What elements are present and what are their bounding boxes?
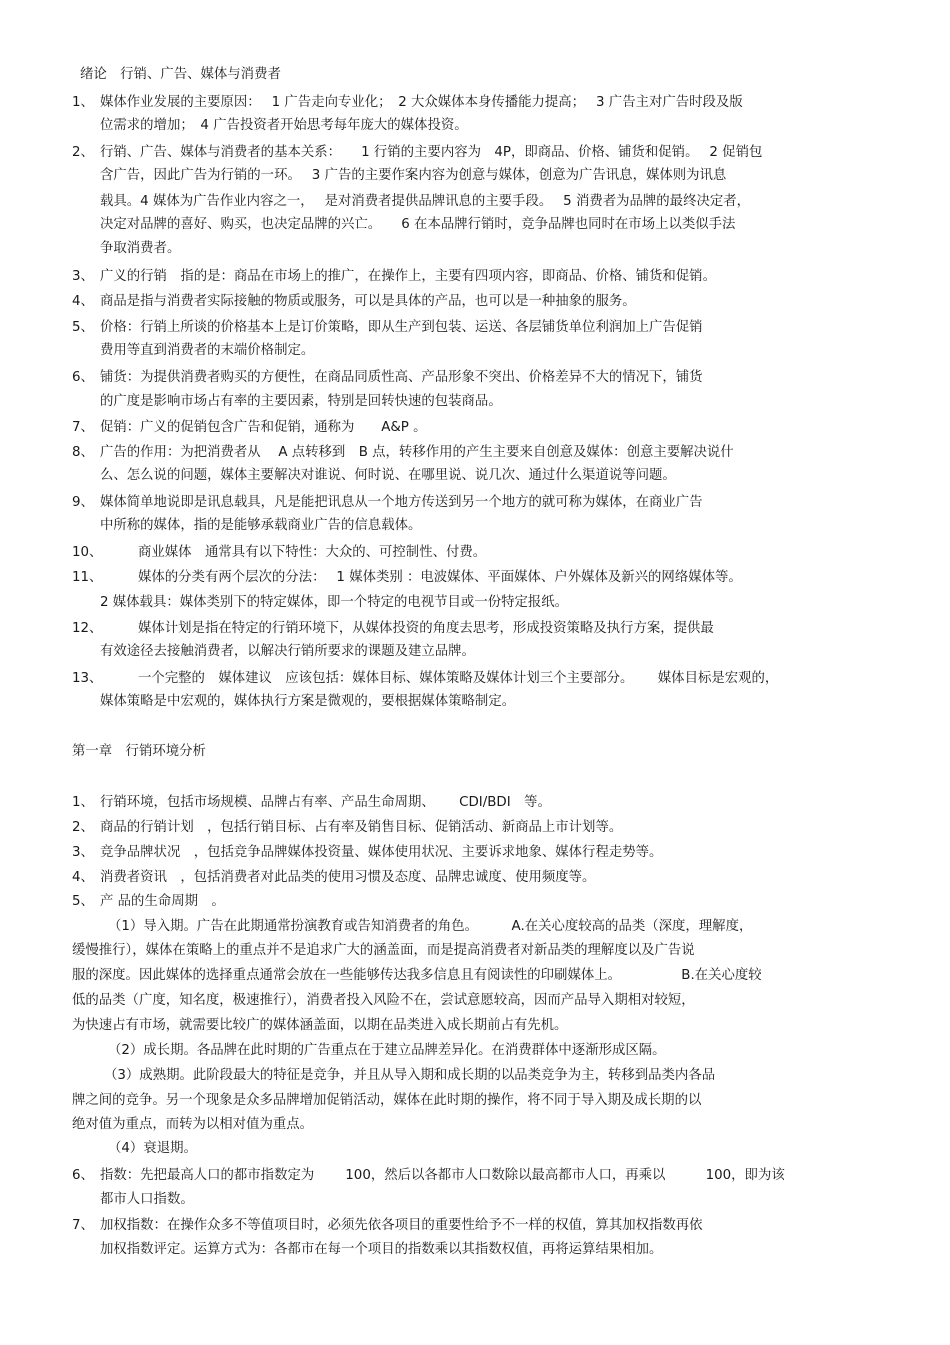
lifecycle-line-3: 服的深度。因此媒体的选择重点通常会放在一些能够传达我多信息且有阅读性的印刷媒体上。 B.在关心度较 [72,968,762,983]
lifecycle-line-6: （2）成长期。各品牌在此时期的广告重点在于建立品牌差异化。在消费群体中逐渐形成区隔。 [108,1043,666,1058]
chapter1-heading: 第一章 行销环境分析 [72,744,206,759]
lifecycle-line-9: 绝对值为重点，而转为以相对值为重点。 [72,1117,314,1132]
chapter1-item-2-number: 2、 [72,820,94,835]
intro-item-11-line-1: 媒体的分类有两个层次的分法： 1 媒体类别 ：电波媒体、平面媒体、户外媒体及新兴的网络媒体等。 [138,570,742,585]
lifecycle-line-8: 牌之间的竞争。另一个现象是众多品牌增加促销活动，媒体在此时期的操作，将不同于导入期及成长期的以 [72,1093,702,1108]
intro-item-13-line-1: 一个完整的 媒体建议 应该包括：媒体目标、媒体策略及媒体计划三个主要部分。 媒体目标是宏观的， [138,671,779,686]
lifecycle-line-4: 低的品类（广度，知名度，极速推行），消费者投入风险不在，尝试意愿较高，因而产品导入期相对较短， [72,993,695,1008]
intro-item-11-number: 11、 [72,570,103,585]
intro-item-7-number: 7、 [72,420,94,435]
intro-item-12-number: 12、 [72,621,103,636]
intro-item-1-line-2: 位需求的增加； 4 广告投资者开始思考每年庞大的媒体投资。 [100,118,468,133]
intro-item-6-number: 6、 [72,370,94,385]
intro-item-10-number: 10、 [72,545,103,560]
chapter1-item-3-number: 3、 [72,845,94,860]
intro-item-2-line-5: 争取消费者。 [100,241,181,256]
chapter1-item-7-number: 7、 [72,1218,94,1233]
intro-item-3-line-1: 广义的行销 指的是：商品在市场上的推广，在操作上，主要有四项内容，即商品、价格、铺货和促销。 [100,269,716,284]
intro-item-2-line-1: 行销、广告、媒体与消费者的基本关系： 1 行销的主要内容为 4P，即商品、价格、铺货和促销。 2 促销包 [100,145,763,160]
lifecycle-line-1: （1）导入期。广告在此期通常扮演教育或告知消费者的角色。 A.在关心度较高的品类（深度，理解度， [108,919,753,934]
chapter1-item-3-line-1: 竞争品牌状况 ，包括竞争品牌媒体投资量、媒体使用状况、主要诉求地象、媒体行程走势等。 [100,845,663,860]
intro-heading: 绪论 行销、广告、媒体与消费者 [80,67,281,82]
intro-item-8-line-1: 广告的作用：为把消费者从 A 点转移到 B 点，转移作用的产生主要来自创意及媒体：创意主要解决说什 [100,445,734,460]
chapter1-item-6-number: 6、 [72,1168,94,1183]
lifecycle-line-5: 为快速占有市场，就需要比较广的媒体涵盖面，以期在品类进入成长期前占有先机。 [72,1018,568,1033]
chapter1-item-2-line-1: 商品的行销计划 ，包括行销目标、占有率及销售目标、促销活动、新商品上市计划等。 [100,820,623,835]
chapter1-item-7-line-1: 加权指数：在操作众多不等值项目时，必须先依各项目的重要性给予不一样的权值，算其加权指数再依 [100,1218,703,1233]
intro-item-2-line-3: 载具。4 媒体为广告作业内容之一， 是对消费者提供品牌讯息的主要手段。 5 消费者为品牌的最终决定者， [100,194,751,209]
intro-item-5-line-2: 费用等直到消费者的末端价格制定。 [100,343,315,358]
intro-item-11-line-2: 2 媒体载具：媒体类别下的特定媒体，即一个特定的电视节目或一份特定报纸。 [100,595,569,610]
intro-item-9-number: 9、 [72,495,94,510]
intro-item-5-line-1: 价格：行销上所谈的价格基本上是订价策略，即从生产到包装、运送、各层铺货单位利润加上广告促销 [100,320,703,335]
chapter1-item-1-number: 1、 [72,795,94,810]
lifecycle-line-7: （3）成熟期。此阶段最大的特征是竞争，并且从导入期和成长期的以品类竞争为主，转移到品类内各品 [104,1068,716,1083]
intro-item-2-number: 2、 [72,145,94,160]
intro-item-9-line-1: 媒体简单地说即是讯息载具，凡是能把讯息从一个地方传送到另一个地方的就可称为媒体，在商业广告 [100,495,703,510]
chapter1-item-5-line-1: 产 品的生命周期 。 [100,894,225,909]
intro-item-3-number: 3、 [72,269,94,284]
intro-item-7-line-1: 促销：广义的促销包含广告和促销，通称为 A&P 。 [100,420,427,435]
intro-item-8-number: 8、 [72,445,94,460]
intro-item-2-line-2: 含广告，因此广告为行销的一环。 3 广告的主要作案内容为创意与媒体，创意为广告讯息，媒体则为讯息 [100,168,727,183]
intro-item-12-line-2: 有效途径去接触消费者，以解决行销所要求的课题及建立品牌。 [100,644,475,659]
chapter1-item-4-number: 4、 [72,870,94,885]
intro-item-4-line-1: 商品是指与消费者实际接触的物质或服务，可以是具体的产品，也可以是一种抽象的服务。 [100,294,636,309]
chapter1-item-6-line-1: 指数：先把最高人口的都市指数定为 100，然后以各都市人口数除以最高都市人口，再乘以 100，即为该 [100,1168,785,1183]
chapter1-item-7-line-2: 加权指数评定。运算方式为：各都市在每一个项目的指数乘以其指数权值，再将运算结果相加。 [100,1242,663,1257]
intro-item-6-line-2: 的广度是影响市场占有率的主要因素，特别是回转快速的包装商品。 [100,394,502,409]
chapter1-item-6-line-2: 都市人口指数。 [100,1192,194,1207]
intro-item-13-number: 13、 [72,671,103,686]
intro-item-9-line-2: 中所称的媒体，指的是能够承载商业广告的信息载体。 [100,518,422,533]
intro-item-2-line-4: 决定对品牌的喜好、购买，也决定品牌的兴亡。 6 在本品牌行销时，竞争品牌也同时在市场上以类似手法 [100,217,736,232]
intro-item-6-line-1: 铺货：为提供消费者购买的方便性，在商品同质性高、产品形象不突出、价格差异不大的情况下，铺货 [100,370,703,385]
intro-item-8-line-2: 么、怎么说的问题，媒体主要解决对谁说、何时说、在哪里说、说几次、通过什么渠道说等问题。 [100,468,676,483]
intro-item-1-number: 1、 [72,95,94,110]
lifecycle-line-10: （4）衰退期。 [108,1141,197,1156]
intro-item-13-line-2: 媒体策略是中宏观的，媒体执行方案是微观的，要根据媒体策略制定。 [100,694,516,709]
intro-item-5-number: 5、 [72,320,94,335]
intro-item-10-line-1: 商业媒体 通常具有以下特性：大众的、可控制性、付费。 [138,545,487,560]
chapter1-item-4-line-1: 消费者资讯 ，包括消费者对此品类的使用习惯及态度、品牌忠诚度、使用频度等。 [100,870,596,885]
intro-item-1-line-1: 媒体作业发展的主要原因： 1 广告走向专业化； 2 大众媒体本身传播能力提高； 3 广告主对广告时段及版 [100,95,743,110]
intro-item-4-number: 4、 [72,294,94,309]
intro-item-12-line-1: 媒体计划是指在特定的行销环境下，从媒体投资的角度去思考，形成投资策略及执行方案，提供最 [138,621,714,636]
chapter1-item-1-line-1: 行销环境，包括市场规模、品牌占有率、产品生命周期、 CDI/BDI 等。 [100,795,551,810]
chapter1-item-5-number: 5、 [72,894,94,909]
lifecycle-line-2: 缓慢推行），媒体在策略上的重点并不是追求广大的涵盖面，而是提高消费者对新品类的理解度以及广告说 [72,943,695,958]
